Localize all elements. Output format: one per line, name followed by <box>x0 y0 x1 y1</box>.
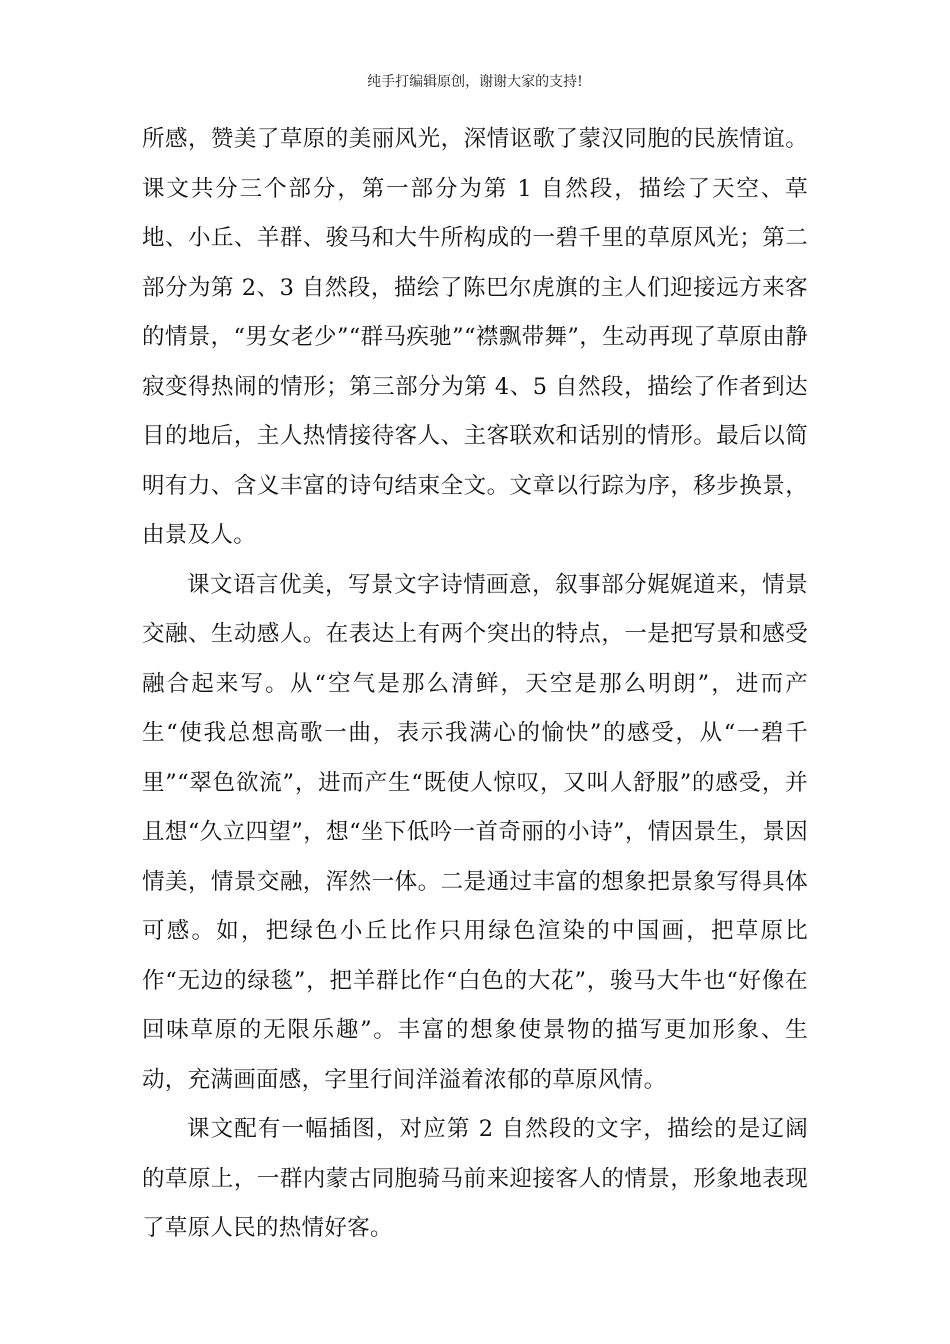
paragraph-1: 所感，赞美了草原的美丽风光，深情讴歌了蒙汉同胞的民族情谊。课文共分三个部分，第一部分为第 1 自然段，描绘了天空、草地、小丘、羊群、骏马和大牛所构成的一碧千里的草原风光；第二部分为第 2、3 自然段，描绘了陈巴尔虎旗的主人们迎接远方来客的情景，“男女老少”“群马疾驰”“襟飘带舞”，生动再现了草原由静寂变得热闹的情形；第三部分为第 4、5 自然段，描绘了作者到达目的地后，主人热情接待客人、主客联欢和话别的情形。最后以简明有力、含义丰富的诗句结束全文。文章以行踪为序，移步换景，由景及人。 <box>142 126 808 548</box>
page-header: 纯手打编辑原创，谢谢大家的支持! <box>367 74 583 90</box>
paragraph-3: 课文配有一幅插图，对应第 2 自然段的文字，描绘的是辽阔的草原上，一群内蒙古同胞骑马前来迎接客人的情景，形象地表现了草原人民的热情好客。 <box>142 1116 808 1241</box>
document-body <box>142 115 808 1254</box>
paragraph-2: 课文语言优美，写景文字诗情画意，叙事部分娓娓道来，情景交融、生动感人。在表达上有两个突出的特点，一是把写景和感受融合起来写。从“空气是那么清鲜，天空是那么明朗”，进而产生“使我总想高歌一曲，表示我满心的愉快”的感受，从“一碧千里”“翠色欲流”，进而产生“既使人惊叹，又叫人舒服”的感受，并且想“久立四望”，想“坐下低吟一首奇丽的小诗”，情因景生，景因情美，情景交融，浑然一体。二是通过丰富的想象把景象写得具体可感。如，把绿色小丘比作只用绿色渲染的中国画，把草原比作“无边的绿毯”，把羊群比作“白色的大花”，骏马大牛也“好像在回味草原的无限乐趣”。丰富的想象使景物的描写更加形象、生动，充满画面感，字里行间洋溢着浓郁的草原风情。 <box>142 571 808 1093</box>
